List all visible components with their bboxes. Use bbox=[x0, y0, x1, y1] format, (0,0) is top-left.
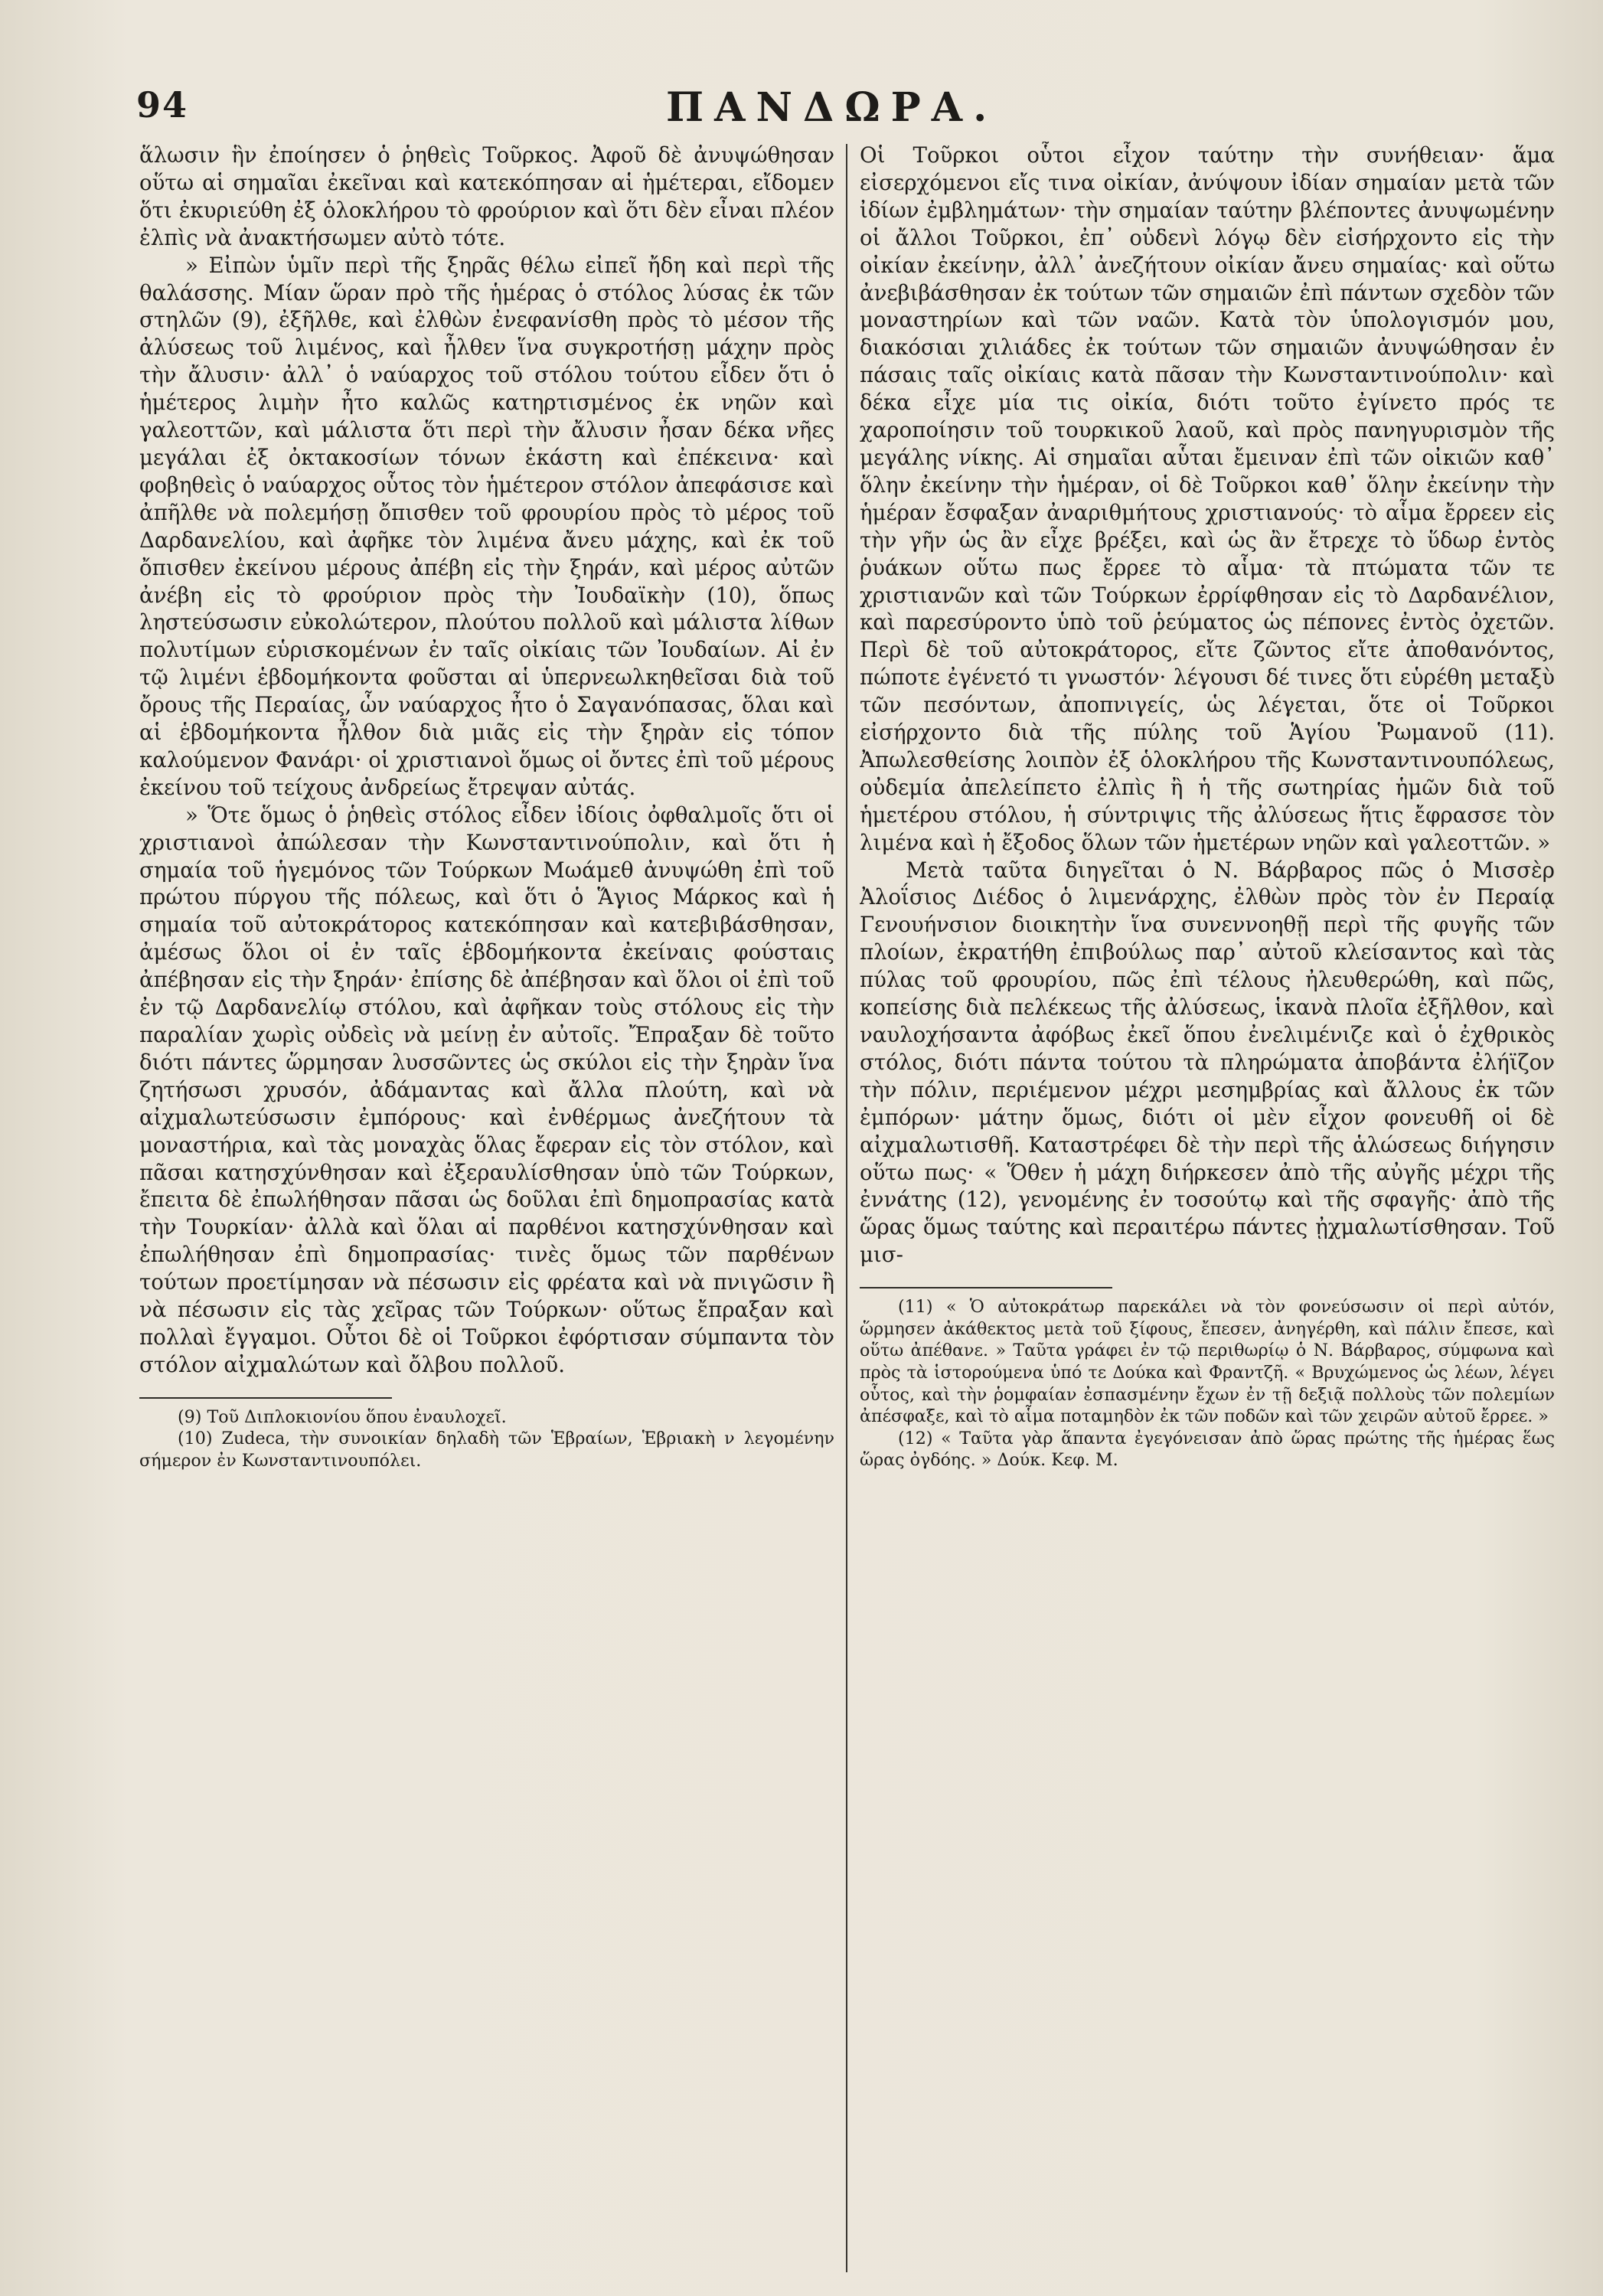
left-column bbox=[139, 142, 834, 2265]
right-column bbox=[860, 142, 1555, 2265]
page-number: 94 bbox=[136, 84, 189, 126]
page-header bbox=[115, 77, 1569, 145]
body-paragraph: » Ὅτε ὅμως ὁ ῥηθεὶς στόλος εἶδεν ἰδίοις ὀφθαλμοῖς ὅτι οἱ χριστιανοὶ ἀπώλεσαν τὴν Κωνσταντινούπολιν, καὶ ὅτι ἡ σημαία τοῦ ἡγεμόνος τῶν Τούρκων Μωάμεθ ἀνυψώθη ἐπὶ τοῦ πρώτου πύργου τῆς πόλεως, καὶ ὅτι ὁ Ἅγιος Μάρκος καὶ ἡ σημαία τοῦ αὐτοκράτορος κατεκόπησαν καὶ κατεβιβάσθησαν, ἀμέσως ὅλοι οἱ ἐν ταῖς ἑβδομήκοντα ἐκείναις φούσταις ἀπέβησαν εἰς τὴν ξηράν· ἐπίσης δὲ ἀπέβησαν καὶ ὅλοι οἱ ἐπὶ τοῦ ἐν τῷ Δαρδανελίῳ στόλου, καὶ ἀφῆκαν τοὺς στόλους εἰς τὴν παραλίαν χωρὶς οὐδεὶς νὰ μείνῃ ἐν αὐτοῖς. Ἔπραξαν δὲ τοῦτο διότι πάντες ὥρμησαν λυσσῶντες ὡς σκύλοι εἰς τὴν ξηρὰν ἵνα ζητήσωσι χρυσόν, ἀδάμαντας καὶ ἄλλα πλούτη, καὶ νὰ αἰχμαλωτεύσωσιν ἐμπόρους· καὶ ἐνθέρμως ἀνεζήτουν τὰ μοναστήρια, καὶ τὰς μοναχὰς ὅλας ἔφεραν εἰς τὸν στόλον, καὶ πᾶσαι κατησχύνθησαν καὶ ἐξεραυλίσθησαν ὑπὸ τῶν Τούρκων, ἔπειτα δὲ ἐπωλήθησαν πᾶσαι ὡς δοῦλαι ἐπὶ δημοπρασίας κατὰ τὴν Τουρκίαν· ἀλλὰ καὶ ὅλαι αἱ παρθένοι κατησχύνθησαν καὶ ἐπωλήθησαν ἐπὶ δημοπρασίας· τινὲς ὅμως τῶν παρθένων τούτων προετίμησαν νὰ πέσωσιν εἰς φρέατα καὶ νὰ πνιγῶσιν ἢ νὰ πέσωσιν εἰς τὰς χεῖρας τῶν Τούρκων· οὕτως ἔπραξαν καὶ πολλαὶ ἔγγαμοι. Οὗτοι δὲ οἱ Τοῦρκοι ἐφόρτισαν σύμπαντα τὸν στόλον αἰχμαλώτων καὶ ὄλβου πολλοῦ. bbox=[139, 802, 834, 1377]
footnote: (9) Τοῦ Διπλοκιονίου ὅπου ἐναυλοχεῖ. bbox=[178, 1406, 507, 1427]
column-divider bbox=[846, 144, 847, 2272]
footnote: (12) « Ταῦτα γὰρ ἅπαντα ἐγεγόνεισαν ἀπὸ ὥρας πρώτης τῆς ἡμέρας ἕως ὥρας ὀγδόης. » Δούκ. Κεφ. Μ. bbox=[860, 1428, 1555, 1471]
body-paragraph: » Εἰπὼν ὑμῖν περὶ τῆς ξηρᾶς θέλω εἰπεῖ ἤδη καὶ περὶ τῆς θαλάσσης. Μίαν ὥραν πρὸ τῆς ἡμέρας ὁ στόλος λύσας ἐκ τῶν στηλῶν (9), ἐξῆλθε, καὶ ἐλθὼν ἐνεφανίσθη πρὸς τὸ μέσον τῆς ἀλύσεως τοῦ λιμένος, καὶ ἦλθεν ἵνα συγκροτήσῃ μάχην πρὸς τὴν ἄλυσιν· ἀλλ᾽ ὁ ναύαρχος τοῦ στόλου τούτου εἶδεν ὅτι ὁ ἡμέτερος λιμὴν ἦτο καλῶς κατηρτισμένος ἐκ νηῶν καὶ γαλεοττῶν, καὶ μάλιστα ὅτι περὶ τὴν ἄλυσιν ἦσαν δέκα νῆες μεγάλαι ἐξ ὀκτακοσίων τόνων ἑκάστη καὶ ἐπέκεινα· καὶ φοβηθεὶς ὁ ναύαρχος οὗτος τὸν ἡμέτερον στόλον ἀπεφάσισε καὶ ἀπῆλθε νὰ πολεμήσῃ ὄπισθεν τοῦ φρουρίου πρὸς τὸ μέρος τοῦ Δαρδανελίου, καὶ ἀφῆκε τὸν λιμένα ἄνευ μάχης, καὶ ἐκ τοῦ ὄπισθεν ἐκείνου μέρους ἀπέβη εἰς τὴν ξηράν, καὶ μέρος αὐτῶν ἀνέβη εἰς τὸ φρούριον πρὸς τὴν Ἰουδαϊκὴν (10), ὅπως ληστεύσωσιν εὐκολώτερον, πλούτου πολλοῦ καὶ μάλιστα λίθων πολυτίμων εὑρισκομένων ἐν ταῖς οἰκίαις τῶν Ἰουδαίων. Αἱ ἐν τῷ λιμένι ἑβδομήκοντα φοῦσται αἱ ὑπερνεωλκηθεῖσαι διὰ τοῦ ὄρους τῆς Περαίας, ὧν ναύαρχος ἦτο ὁ Σαγανόπασας, ὅλαι καὶ αἱ ἑβδομήκοντα ἦλθον διὰ μιᾶς εἰς τὴν ξηρὰν εἰς τόπον καλούμενον Φανάρι· οἱ χριστιανοὶ ὅμως οἱ ὄντες ἐπὶ τοῦ μέρους ἐκείνου τοῦ τείχους ἀνδρείως ἔτρεψαν αὐτάς. bbox=[139, 252, 834, 800]
running-title: ΠΑΝΔΩΡΑ. bbox=[666, 84, 998, 131]
body-paragraph: Μετὰ ταῦτα διηγεῖται ὁ Ν. Βάρβαρος πῶς ὁ Μισσὲρ Ἀλοΐσιος Διέδος ὁ λιμενάρχης, ἐλθὼν πρὸς τὸν ἐν Περαίᾳ Γενουήνσιον διοικητὴν ἵνα συνεννοηθῇ περὶ τῆς φυγῆς τῶν πλοίων, ἐκρατήθη ἐπιβούλως παρ᾽ αὐτοῦ κλείσαντος καὶ τὰς πύλας τοῦ φρουρίου, πῶς ἐπὶ τέλους ἠλευθερώθη, καὶ πῶς, κοπείσης διὰ πελέκεως τῆς ἀλύσεως, ἱκανὰ πλοῖα ἐξῆλθον, καὶ ναυλοχήσαντα ἀφόβως ἐκεῖ ὅπου ἐνελιμένιζε καὶ ὁ ἐχθρικὸς στόλος, διότι πάντα τούτου τὰ πληρώματα ἀποβάντα ἐλήϊζον τὴν πόλιν, περιέμενον μέχρι μεσημβρίας καὶ ἄλλους ἐκ τῶν ἐμπόρων· μάτην ὅμως, διότι οἱ μὲν εἶχον φονευθῆ οἱ δὲ αἰχμαλωτισθῆ. Καταστρέφει δὲ τὴν περὶ τῆς ἁλώσεως διήγησιν οὕτω πως· « Ὅθεν ἡ μάχη διήρκεσεν ἀπὸ τῆς αὐγῆς μέχρι τῆς ἐννάτης (12), γενομένης ἐν τοσούτῳ καὶ τῆς σφαγῆς· ἀπὸ τῆς ὥρας ὅμως ταύτης καὶ περαιτέρω πάντες ᾐχμαλωτίσθησαν. Τοῦ μισ- bbox=[860, 857, 1555, 1268]
footnotes-right bbox=[860, 1287, 1555, 1471]
footnotes-left bbox=[139, 1397, 834, 1472]
footnote-rule bbox=[139, 1397, 392, 1399]
footnote: (10) Zudeca, τὴν συνοικίαν δηλαδὴ τῶν Ἑβραίων, Ἑβριακὴ ν λεγομένην σήμερον ἐν Κωνσταντινουπόλει. bbox=[139, 1429, 834, 1471]
body-paragraph: Οἱ Τοῦρκοι οὗτοι εἶχον ταύτην τὴν συνήθειαν· ἅμα εἰσερχόμενοι εἴς τινα οἰκίαν, ἀνύψουν ἰδίαν σημαίαν μετὰ τῶν ἰδίων ἐμβλημάτων· τὴν σημαίαν ταύτην βλέποντες ἀνυψωμένην οἱ ἄλλοι Τοῦρκοι, ἐπ᾽ οὐδενὶ λόγῳ δὲν εἰσήρχοντο εἰς τὴν οἰκίαν ἐκείνην, ἀλλ᾽ ἀνεζήτουν οἰκίαν ἄνευ σημαίας· καὶ οὕτω ἀνεβιβάσθησαν ἐκ τούτων τῶν σημαιῶν ἐπὶ πάντων σχεδὸν τῶν μοναστηρίων καὶ τῶν ναῶν. Κατὰ τὸν ὑπολογισμόν μου, διακόσιαι χιλιάδες ἐκ τούτων τῶν σημαιῶν ἀνυψώθησαν ἐν πάσαις ταῖς οἰκίαις κατὰ πᾶσαν τὴν Κωνσταντινούπολιν· καὶ δέκα εἶχε μία τις οἰκία, διότι τοῦτο ἐγίνετο πρός τε χαροποίησιν τοῦ τουρκικοῦ λαοῦ, καὶ πρὸς πανηγυρισμὸν τῆς μεγάλης νίκης. Αἱ σημαῖαι αὗται ἔμειναν ἐπὶ τῶν οἰκιῶν καθ᾽ ὅλην ἐκείνην τὴν ἡμέραν, οἱ δὲ Τοῦρκοι καθ᾽ ὅλην ἐκείνην τὴν ἡμέραν ἔσφαξαν ἀναριθμήτους χριστιανούς· τὸ αἷμα ἔρρεεν εἰς τὴν γῆν ὡς ἂν εἶχε βρέξει, καὶ ὡς ἂν ἔτρεχε τὸ ὕδωρ ἐντὸς ῥυάκων οὕτω πως ἔρρεε τὸ αἷμα· τὰ πτώματα τῶν τε χριστιανῶν καὶ τῶν Τούρκων ἐρρίφθησαν εἰς τὸ Δαρδανέλιον, καὶ παρεσύροντο ὑπὸ τοῦ ῥεύματος ὡς πέπονες ἐντὸς ὀχετῶν. Περὶ δὲ τοῦ αὐτοκράτορος, εἴτε ζῶντος εἴτε ἀποθανόντος, πώποτε ἐγένετό τι γνωστόν· λέγουσι δέ τινες ὅτι εὑρέθη μεταξὺ τῶν πεσόντων, ἀποπνιγείς, ὡς λέγεται, ὅτε οἱ Τοῦρκοι εἰσήρχοντο διὰ τῆς πύλης τοῦ Ἁγίου Ῥωμανοῦ (11). Ἀπωλεσθείσης λοιπὸν ἐξ ὁλοκλήρου τῆς Κωνσταντινουπόλεως, οὐδεμία ἀπελείπετο ἐλπὶς ἢ ἡ τῆς σωτηρίας ἡμῶν διὰ τοῦ ἡμετέρου στόλου, ἡ σύντριψις τῆς ἀλύσεως ἥτις ἔφρασσε τὸν λιμένα καὶ ἡ ἔξοδος ὅλων τῶν ἡμετέρων νηῶν καὶ γαλεοττῶν. » bbox=[860, 142, 1555, 855]
body-paragraph: ἅλωσιν ἣν ἐποίησεν ὁ ῥηθεὶς Τοῦρκος. Ἀφοῦ δὲ ἀνυψώθησαν οὕτω αἱ σημαῖαι ἐκεῖναι καὶ κατεκόπησαν αἱ ἡμέτεραι, εἴδομεν ὅτι ἐκυριεύθη ἐξ ὁλοκλήρου τὸ φρούριον καὶ ὅτι δὲν εἶναι πλέον ἐλπὶς νὰ ἀνακτήσωμεν αὐτὸ τότε. bbox=[139, 142, 834, 250]
footnote: (11) « Ὁ αὐτοκράτωρ παρεκάλει νὰ τὸν φονεύσωσιν οἱ περὶ αὐτόν, ὥρμησεν ἀκάθεκτος μετὰ τοῦ ξίφους, ἔπεσεν, ἀνηγέρθη, καὶ πάλιν ἔπεσε, καὶ οὕτω ἀπέθανε. » Ταῦτα γράφει ἐν τῷ περιθωρίῳ ὁ Ν. Βάρβαρος, σύμφωνα καὶ πρὸς τὰ ἱστορούμενα ὑπό τε Δούκα καὶ Φραντζῆ. « Βρυχώμενος ὡς λέων, λέγει οὗτος, καὶ τὴν ῥομφαίαν ἐσπασμένην ἔχων ἐν τῇ δεξιᾷ πολλοὺς τῶν πολεμίων ἀπέσφαξε, καὶ τὸ αἷμα ποταμηδὸν ἐκ τῶν ποδῶν καὶ τῶν χειρῶν αὐτοῦ ἔρρεε. » bbox=[860, 1297, 1555, 1427]
footnote-rule bbox=[860, 1287, 1112, 1288]
